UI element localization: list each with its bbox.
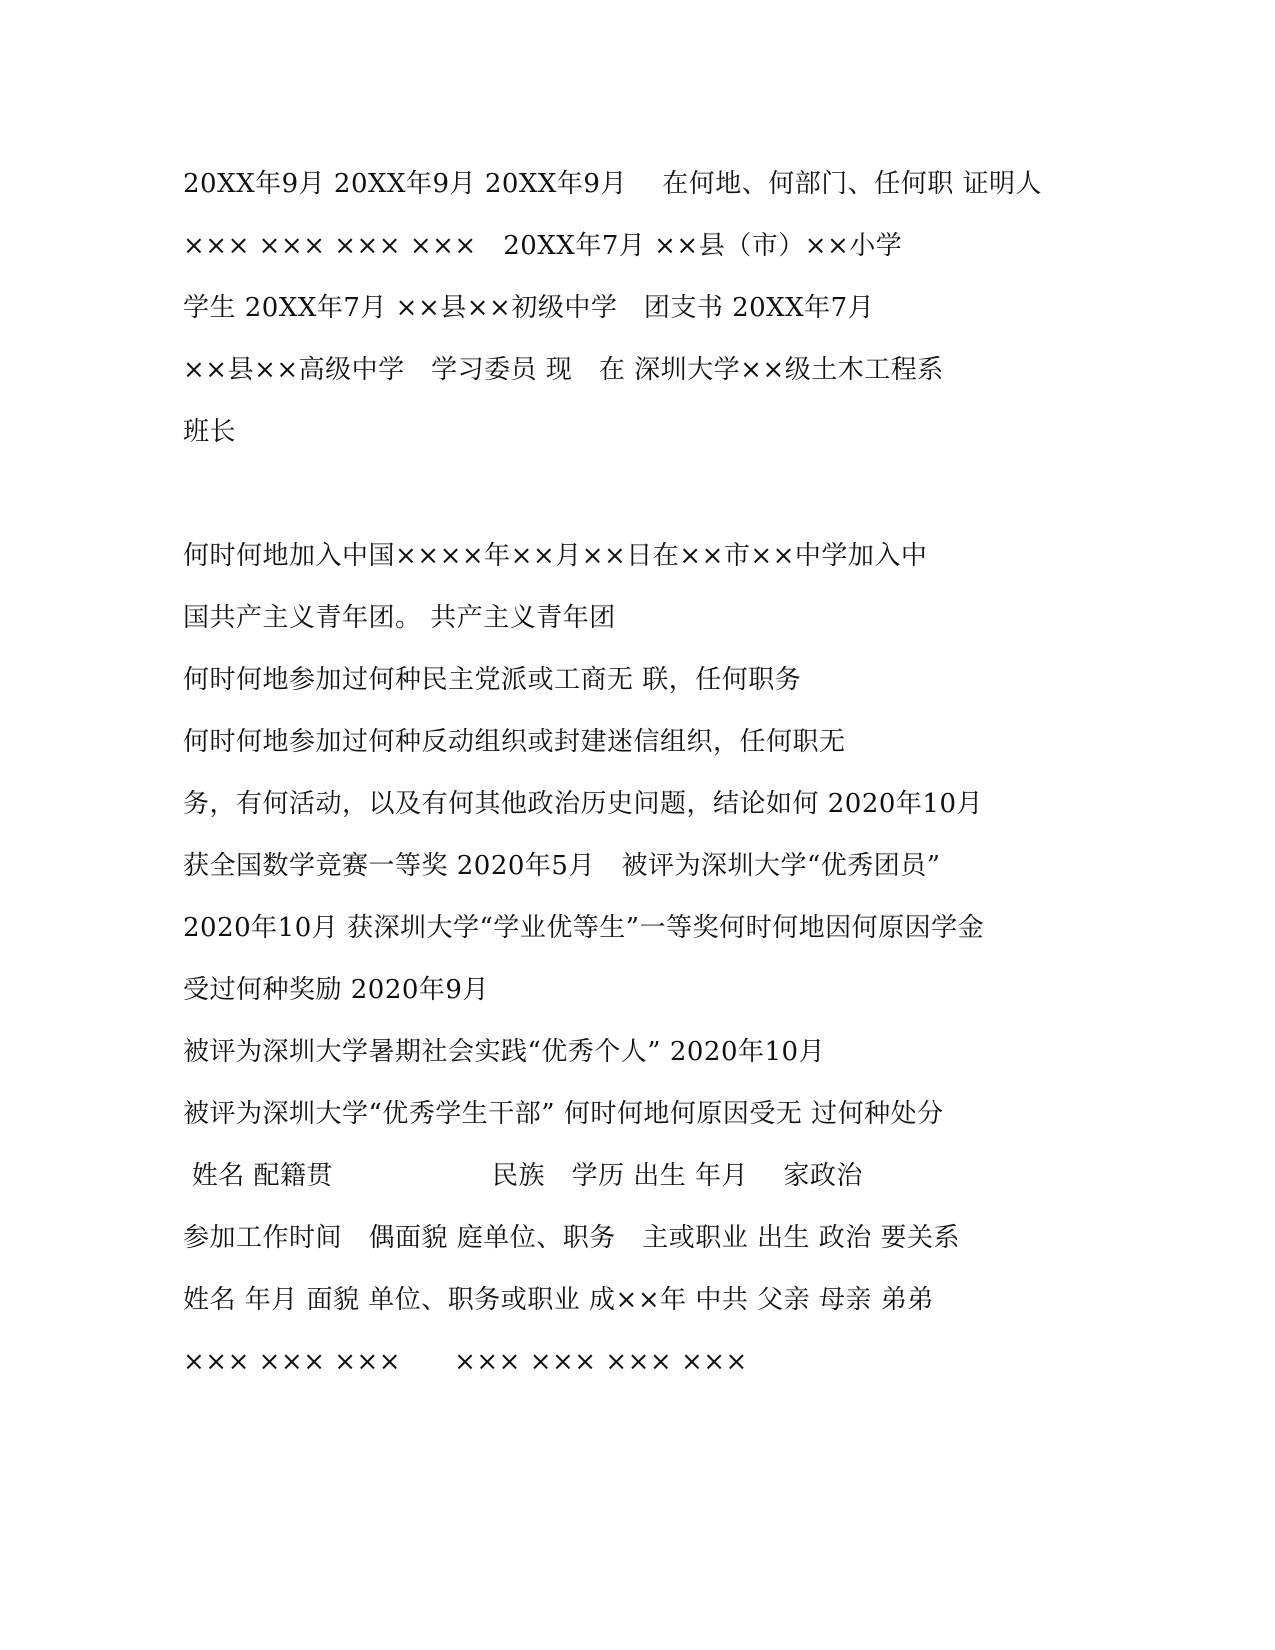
text-line-14: 被评为深圳大学暑期社会实践“优秀个人” 2020年10月 (183, 1037, 826, 1067)
text-line-11: 获全国数学竞赛一等奖 2020年5月 被评为深圳大学“优秀团员” (183, 851, 941, 881)
text-line-17: 参加工作时间 偶面貌 庭单位、职务 主或职业 出生 政治 要关系 (183, 1223, 961, 1253)
text-line-10: 务，有何活动，以及有何其他政治历史问题，结论如何 2020年10月 (183, 789, 984, 819)
text-line-1: 20XX年9月 20XX年9月 20XX年9月 在何地、何部门、任何职 证明人 (183, 169, 1042, 199)
text-line-3: 学生 20XX年7月 ××县××初级中学 团支书 20XX年7月 (183, 293, 875, 323)
text-line-7: 国共产主义青年团。 共产主义青年团 (183, 603, 616, 633)
text-line-5: 班长 (183, 417, 237, 447)
text-line-19: ××× ××× ××× ××× ××× ××× ××× (183, 1347, 748, 1377)
text-line-15: 被评为深圳大学“优秀学生干部” 何时何地何原因受无 过何种处分 (183, 1099, 944, 1129)
text-line-9: 何时何地参加过何种反动组织或封建迷信组织，任何职无 (183, 727, 846, 757)
text-line-13: 受过何种奖励 2020年9月 (183, 975, 489, 1005)
text-line-4: ××县××高级中学 学习委员 现 在 深圳大学××级土木工程系 (183, 355, 944, 385)
text-line-16: 姓名 配籍贯 民族 学历 出生 年月 家政治 (183, 1161, 863, 1191)
text-line-18: 姓名 年月 面貌 单位、职务或职业 成××年 中共 父亲 母亲 弟弟 (183, 1285, 934, 1315)
text-line-2: ××× ××× ××× ××× 20XX年7月 ××县（市）××小学 (183, 231, 903, 261)
text-line-12: 2020年10月 获深圳大学“学业优等生”一等奖何时何地因何原因学金 (183, 913, 985, 943)
text-line-6: 何时何地加入中国××××年××月××日在××市××中学加入中 (183, 541, 928, 571)
text-line-8: 何时何地参加过何种民主党派或工商无 联，任何职务 (183, 665, 802, 695)
